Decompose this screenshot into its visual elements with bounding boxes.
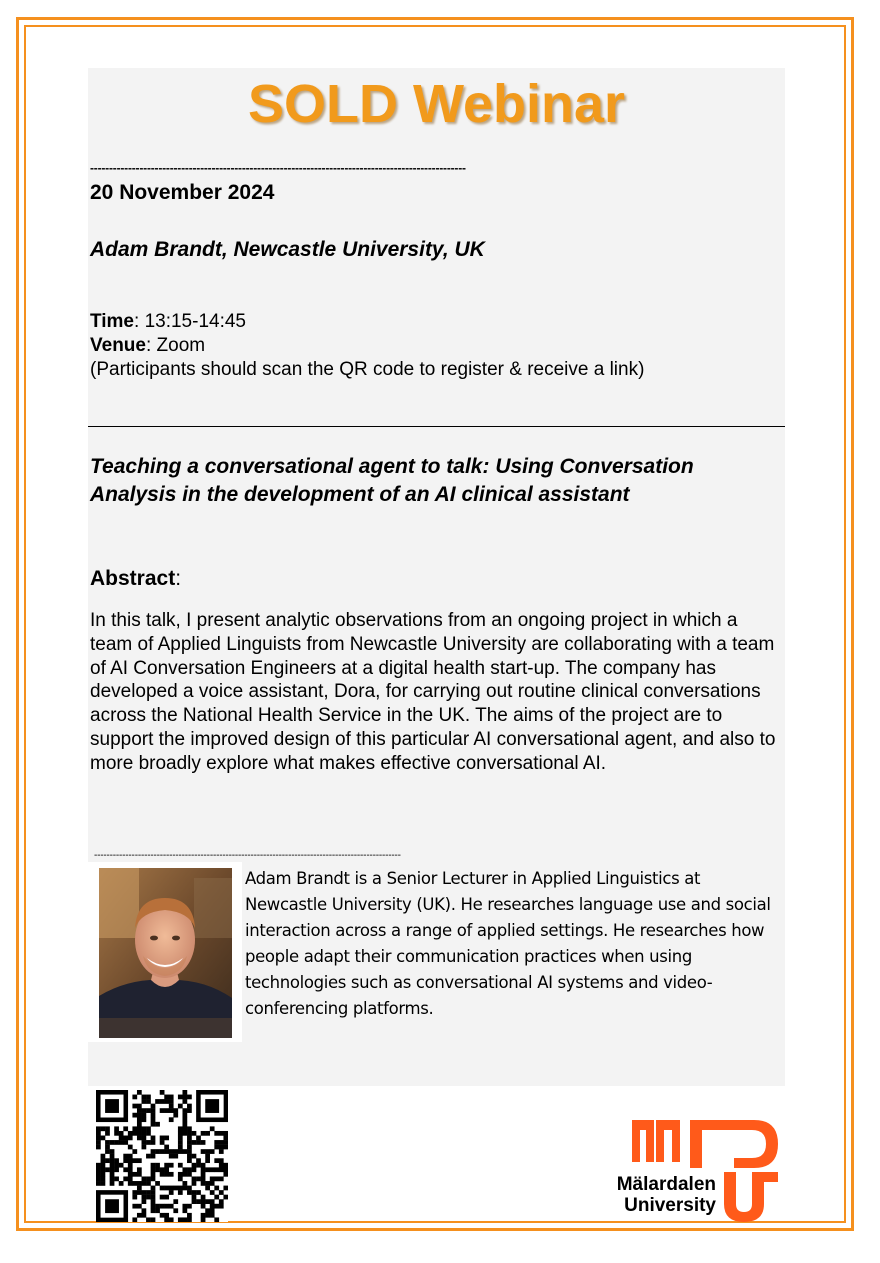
bio-dash-divider: -------------------------------------------------------------------------------------------------- [94, 850, 401, 861]
talk-title: Teaching a conversational agent to talk: Using Conversation Analysis in the development of an AI clinical assistant [90, 455, 694, 506]
venue-value: : Zoom [145, 335, 206, 356]
venue-label: Venue [90, 335, 146, 356]
abstract-text: In this talk, I present analytic observations from an ongoing project in which a team of Applied Linguists from Newcastle University are collaborating with a team of AI Conversation Engineers at a digital health start-up. The company has developed a voice assistant, Dora, for carrying out routine clinical conversations across the National Health Service in the UK. The aims of the project are to support the improved design of this particular AI conversational agent, and also to more broadly explore what makes effective conversational AI. [90, 610, 776, 774]
abstract-heading [90, 566, 181, 592]
university-name [606, 1174, 716, 1216]
event-date: 20 November 2024 [90, 181, 275, 204]
top-dash-divider: --------------------------------------------------------------------------------------------------- [90, 162, 466, 174]
university-name-line1: Mälardalen [616, 1174, 716, 1195]
time-line [90, 310, 644, 334]
venue-line [90, 334, 644, 358]
event-details [90, 310, 644, 382]
registration-qr-code[interactable] [96, 1090, 228, 1222]
speaker-photo [99, 868, 232, 1038]
university-name-line2: University [624, 1195, 716, 1216]
abstract-colon: : [175, 567, 182, 590]
speaker-name: Adam Brandt, Newcastle University, UK [90, 238, 485, 261]
time-value: : 13:15-14:45 [134, 311, 246, 332]
webinar-title: SOLD Webinar [247, 74, 626, 134]
time-label: Time [90, 311, 135, 332]
speaker-bio: Adam Brandt is a Senior Lecturer in Applied Linguistics at Newcastle University (UK). He researches language use and social interaction across a range of applied settings. He researches how people adapt their communication practices when using technologies such as conversational AI systems and video-conferencing platforms. [245, 869, 771, 1018]
registration-note: (Participants should scan the QR code to register & receive a link) [90, 359, 645, 380]
abstract-label: Abstract [90, 567, 176, 590]
section-divider-line [88, 426, 785, 427]
